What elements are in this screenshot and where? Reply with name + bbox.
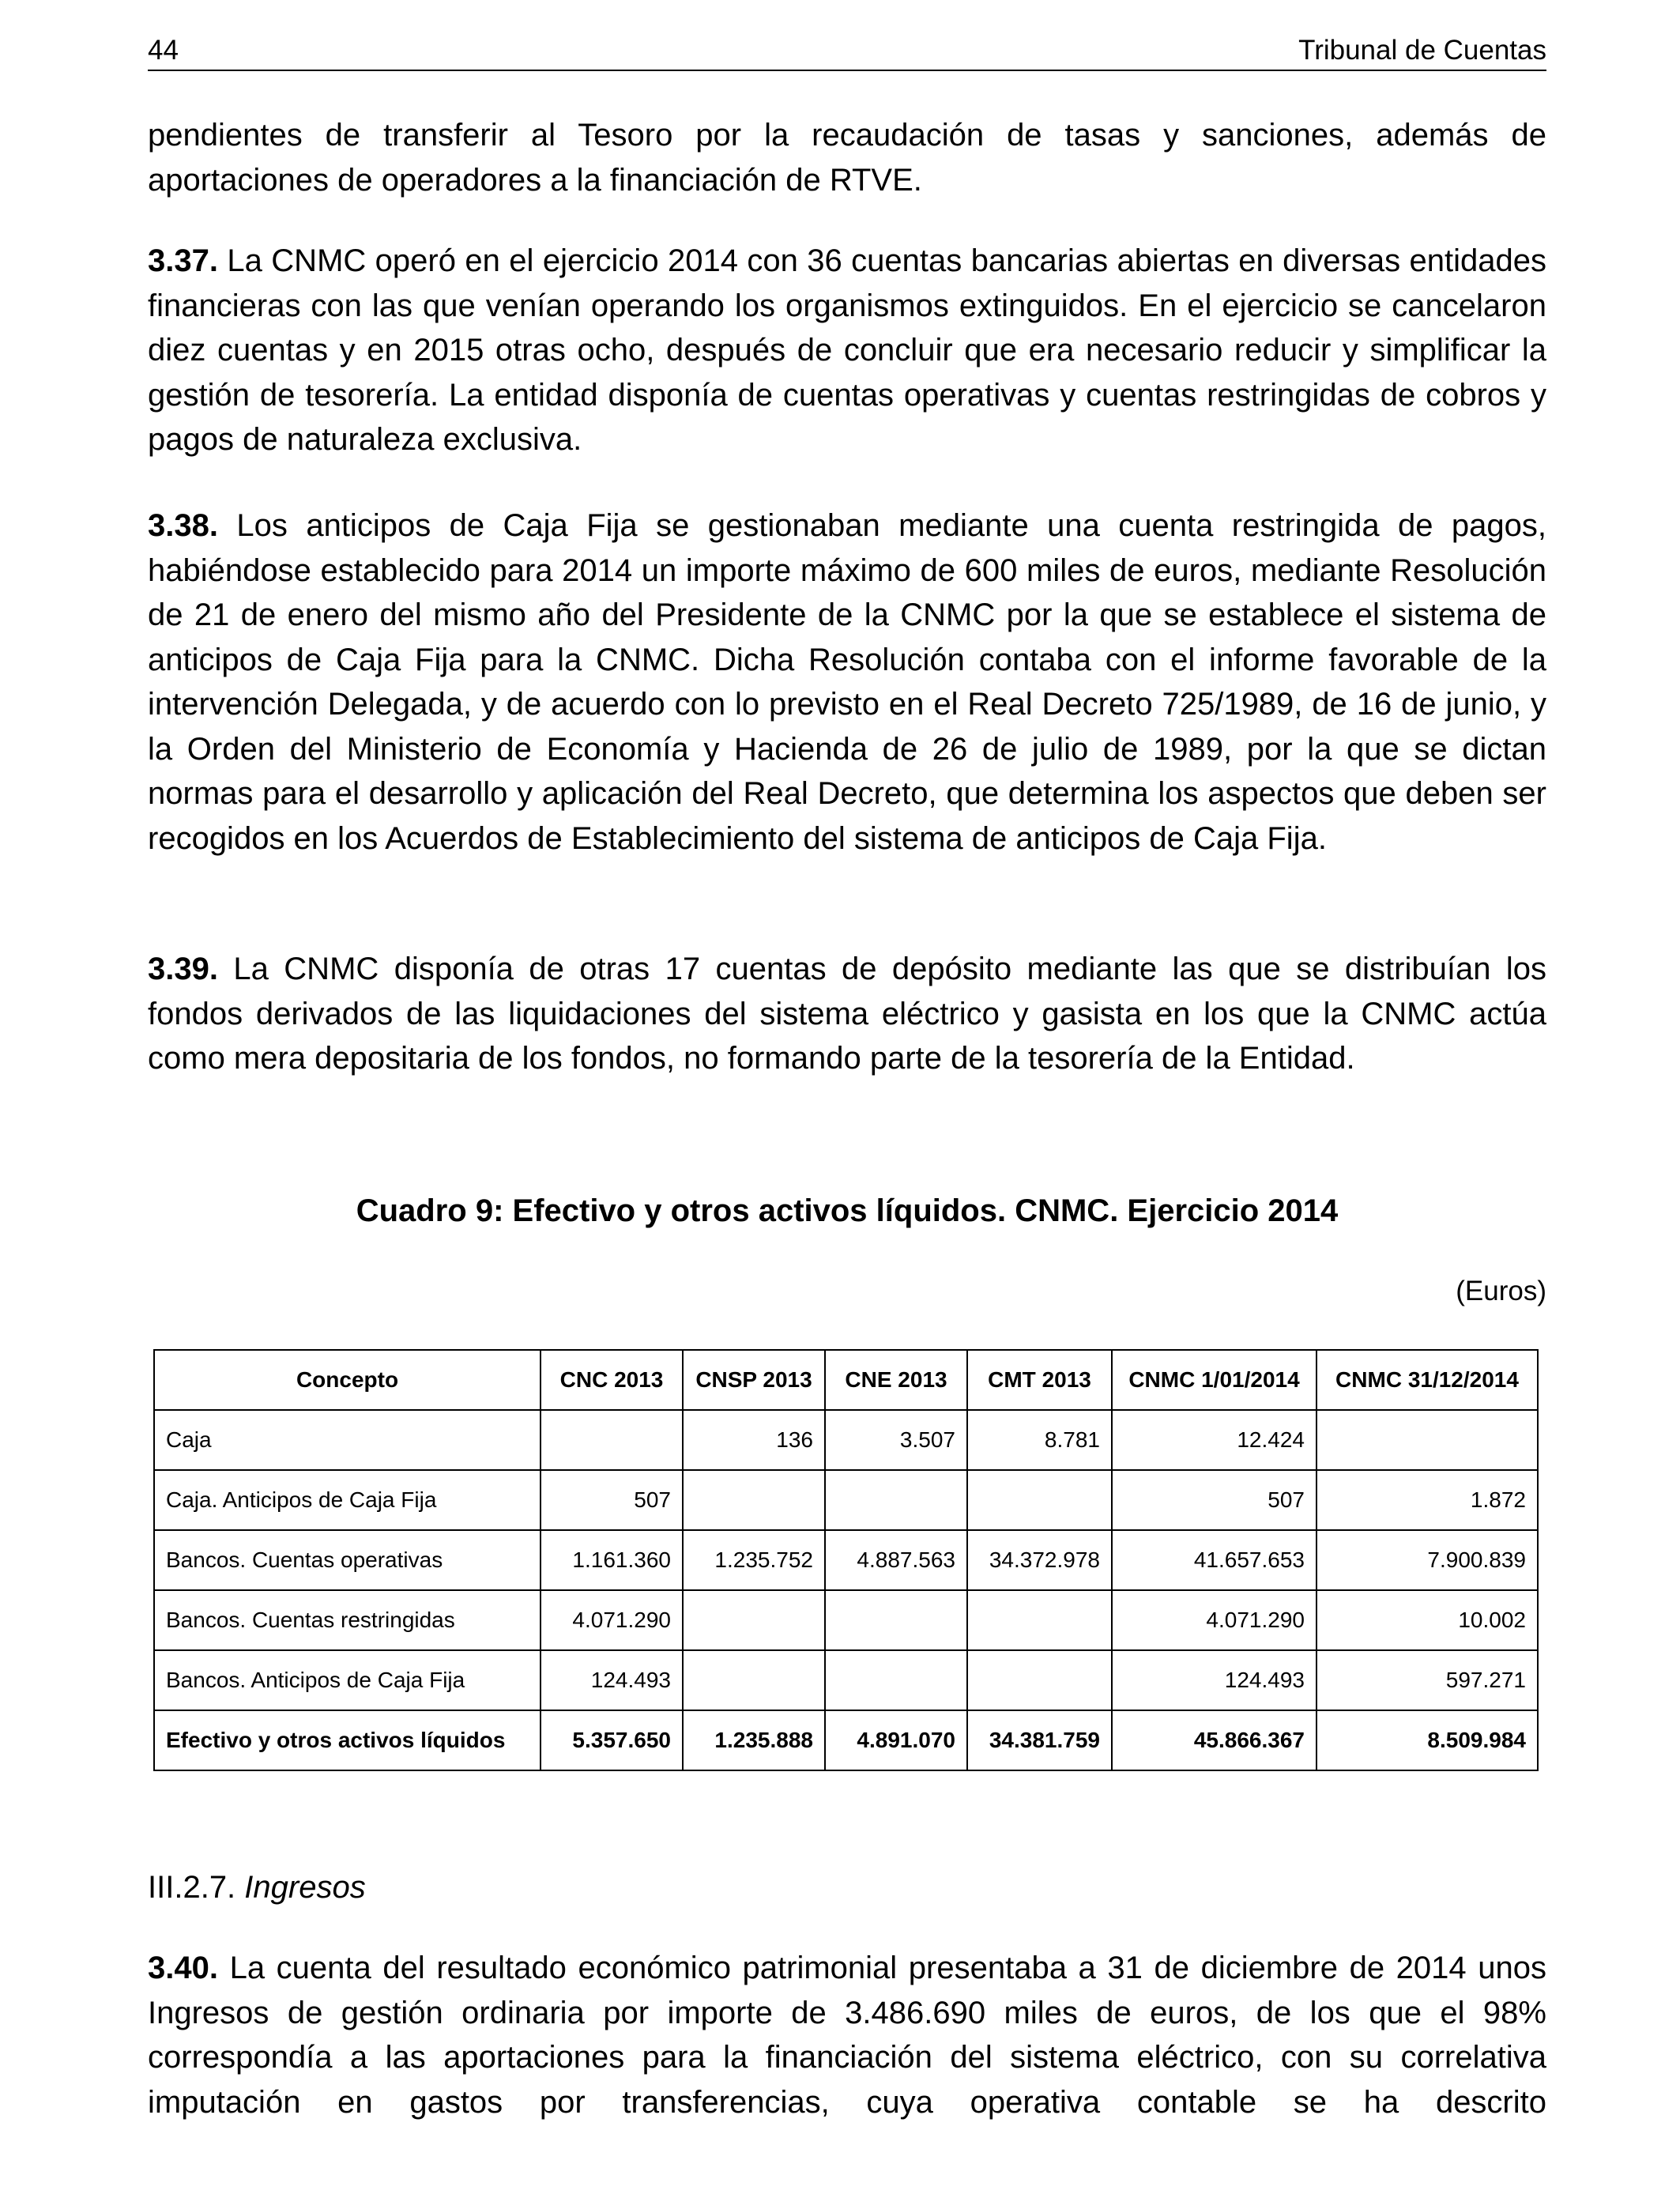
paragraph-3-38 — [148, 503, 1546, 861]
table-cell: 1.235.752 — [683, 1530, 825, 1590]
column-header: Concepto — [154, 1350, 541, 1410]
page-number: 44 — [148, 35, 179, 66]
table-cell — [683, 1470, 825, 1530]
table-cell: 1.235.888 — [683, 1710, 825, 1770]
column-header: CNMC 1/01/2014 — [1112, 1350, 1317, 1410]
table-cell: 34.381.759 — [967, 1710, 1112, 1770]
table-cell: 597.271 — [1317, 1650, 1538, 1710]
table-cell — [825, 1470, 967, 1530]
table-header-row — [154, 1350, 1538, 1410]
table-caption: Cuadro 9: Efectivo y otros activos líquidos. CNMC. Ejercicio 2014 — [356, 1193, 1339, 1228]
table-cell — [1317, 1410, 1538, 1470]
table-cell — [683, 1650, 825, 1710]
table-cell: 4.891.070 — [825, 1710, 967, 1770]
table-cell: 507 — [541, 1470, 683, 1530]
table-row — [154, 1470, 1538, 1530]
table-cell: 507 — [1112, 1470, 1317, 1530]
table-cell: Caja — [154, 1410, 541, 1470]
paragraph-number: 3.37. — [148, 243, 218, 278]
column-header: CNMC 31/12/2014 — [1317, 1350, 1538, 1410]
table-cell — [967, 1590, 1112, 1650]
section-heading — [148, 1870, 366, 1906]
table-cell: 1.161.360 — [541, 1530, 683, 1590]
table-cell: 34.372.978 — [967, 1530, 1112, 1590]
table-cell: 4.071.290 — [541, 1590, 683, 1650]
column-header: CNSP 2013 — [683, 1350, 825, 1410]
paragraph-text: pendientes de transferir al Tesoro por la recaudación de tasas y sanciones, además de aportaciones de operadores a la financiación de RTVE. — [148, 118, 1546, 198]
paragraph-text: La cuenta del resultado económico patrimonial presentaba a 31 de diciembre de 2014 unos Ingresos de gestión ordinaria por importe de 3.486.690 miles de euros, de los que el 98% correspondía a las aportaciones para la financiación del sistema eléctrico, con su correlativa imputación en gastos por transferencias, cuya operativa contable se ha descrito — [148, 1951, 1546, 2120]
table-cell: Caja. Anticipos de Caja Fija — [154, 1470, 541, 1530]
column-header: CMT 2013 — [967, 1350, 1112, 1410]
table-cell: 7.900.839 — [1317, 1530, 1538, 1590]
table-cell: 5.357.650 — [541, 1710, 683, 1770]
table-cell — [683, 1590, 825, 1650]
paragraph-text: La CNMC operó en el ejercicio 2014 con 36 cuentas bancarias abiertas en diversas entidades financieras con las que venían operando los organismos extinguidos. En el ejercicio se cancelaron diez cuentas y en 2015 otras ocho, después de concluir que era necesario reducir y simplificar la gestión de tesorería. La entidad disponía de cuentas operativas y cuentas restringidas de cobros y pagos de naturaleza exclusiva. — [148, 243, 1546, 457]
table-cell: 4.071.290 — [1112, 1590, 1317, 1650]
table-cell: 124.493 — [541, 1650, 683, 1710]
table-row — [154, 1650, 1538, 1710]
table-cell — [825, 1590, 967, 1650]
table-cell: 12.424 — [1112, 1410, 1317, 1470]
paragraph-number: 3.38. — [148, 508, 218, 543]
paragraph-number: 3.40. — [148, 1951, 218, 1985]
paragraph-3-40 — [148, 1946, 1546, 2124]
paragraph-text: Los anticipos de Caja Fija se gestionaban mediante una cuenta restringida de pagos, habiéndose establecido para 2014 un importe máximo de 600 miles de euros, mediante Resolución de 21 de enero del mismo año del Presidente de la CNMC por la que se establece el sistema de anticipos de Caja Fija para la CNMC. Dicha Resolución contaba con el informe favorable de la intervención Delegada, y de acuerdo con lo previsto en el Real Decreto 725/1989, de 16 de junio, y la Orden del Ministerio de Economía y Hacienda de 26 de julio de 1989, por la que se dictan normas para el desarrollo y aplicación del Real Decreto, que determina los aspectos que deben ser recogidos en los Acuerdos de Establecimiento del sistema de anticipos de Caja Fija. — [148, 508, 1546, 856]
document-page — [148, 0, 1546, 2194]
table-cell: 3.507 — [825, 1410, 967, 1470]
table-cell: Bancos. Anticipos de Caja Fija — [154, 1650, 541, 1710]
table-cell — [967, 1650, 1112, 1710]
table-cell: Bancos. Cuentas operativas — [154, 1530, 541, 1590]
table-row — [154, 1530, 1538, 1590]
table-cell: 8.509.984 — [1317, 1710, 1538, 1770]
paragraph-continuation — [148, 113, 1546, 202]
header-title: Tribunal de Cuentas — [1298, 35, 1546, 66]
table-cell: 10.002 — [1317, 1590, 1538, 1650]
column-header: CNC 2013 — [541, 1350, 683, 1410]
table-cell: 1.872 — [1317, 1470, 1538, 1530]
table-cell: 41.657.653 — [1112, 1530, 1317, 1590]
table-row — [154, 1410, 1538, 1470]
column-header: CNE 2013 — [825, 1350, 967, 1410]
page-header — [148, 32, 1546, 71]
table-row — [154, 1590, 1538, 1650]
table-units: (Euros) — [1456, 1276, 1546, 1306]
paragraph-number: 3.39. — [148, 952, 218, 986]
section-title: Ingresos — [244, 1870, 366, 1905]
table-total-row — [154, 1710, 1538, 1770]
table-cell: Bancos. Cuentas restringidas — [154, 1590, 541, 1650]
paragraph-text: La CNMC disponía de otras 17 cuentas de depósito mediante las que se distribuían los fondos derivados de las liquidaciones del sistema eléctrico y gasista en los que la CNMC actúa como mera depositaria de los fondos, no formando parte de la tesorería de la Entidad. — [148, 952, 1546, 1076]
table-cell: 4.887.563 — [825, 1530, 967, 1590]
table-cell: 45.866.367 — [1112, 1710, 1317, 1770]
section-number: III.2.7. — [148, 1870, 236, 1905]
table-cell — [541, 1410, 683, 1470]
paragraph-3-37 — [148, 239, 1546, 462]
table-cell — [825, 1650, 967, 1710]
table-cell: 124.493 — [1112, 1650, 1317, 1710]
table-cell: Efectivo y otros activos líquidos — [154, 1710, 541, 1770]
paragraph-3-39 — [148, 947, 1546, 1081]
cash-assets-table — [153, 1349, 1539, 1771]
table-cell: 136 — [683, 1410, 825, 1470]
table-cell: 8.781 — [967, 1410, 1112, 1470]
table-cell — [967, 1470, 1112, 1530]
